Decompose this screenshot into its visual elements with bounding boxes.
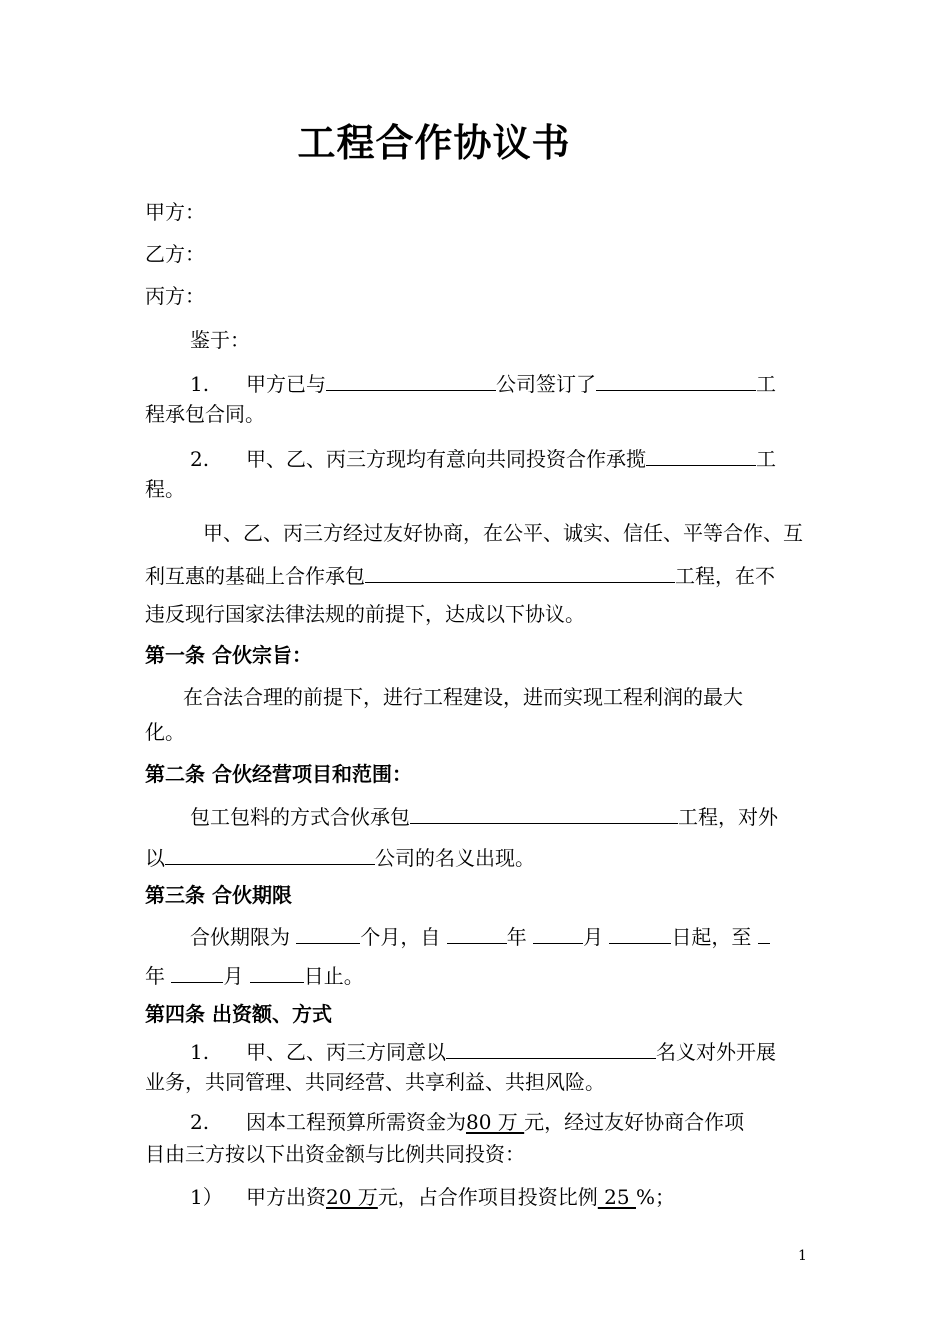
whereas-item-1-number: 1.: [190, 372, 210, 396]
party-b-label: 乙方：: [145, 242, 205, 266]
article-4-item-2-text-a: 因本工程预算所需资金为: [246, 1110, 466, 1134]
article-3-heading: 第三条 合伙期限: [145, 883, 292, 907]
preamble-line-2-text-a: 利互惠的基础上合作承包: [145, 564, 365, 588]
article-4-item-2-text-b: 元，经过友好协商合作项: [524, 1110, 745, 1134]
article-1-line-2: 化。: [145, 720, 185, 744]
party-c-label: 丙方：: [145, 284, 205, 308]
article-4-sub-1-number: 1）: [190, 1185, 223, 1209]
article-3-text-g: 月: [223, 964, 250, 988]
article-4-sub-1-text-a: 甲方出资: [246, 1185, 326, 1209]
whereas-item-2-text-a: 甲、乙、丙三方现均有意向共同投资合作承揽: [246, 447, 646, 471]
article-4-sub-1-text-c: %；: [635, 1185, 675, 1209]
blank-end-day[interactable]: [250, 960, 304, 983]
article-3-text-h: 日止。: [303, 964, 364, 988]
article-3-text-c: 年: [506, 925, 534, 949]
whereas-item-2-text-b: 工: [756, 447, 776, 471]
article-4-sub-1: [190, 1183, 675, 1211]
blank-contract[interactable]: [596, 368, 756, 391]
article-4-item-2-cont: 目由三方按以下出资金额与比例共同投资：: [145, 1142, 525, 1166]
article-4-sub-1-text-b: 元，占合作项目投资比例: [377, 1185, 598, 1209]
blank-start-month[interactable]: [533, 921, 583, 944]
blank-months[interactable]: [296, 921, 360, 944]
article-2-line-2: [145, 842, 535, 872]
page-number: 1: [798, 1248, 807, 1264]
whereas-item-1-text-a: 甲方已与: [246, 372, 326, 396]
article-2-line-2-text-b: 公司的名义出现。: [375, 846, 535, 870]
preamble-line-3: 违反现行国家法律法规的前提下，达成以下协议。: [145, 602, 585, 626]
blank-business-name[interactable]: [446, 1036, 656, 1059]
article-3-text-e: 日起，至: [671, 925, 758, 949]
party-a-label: 甲方：: [145, 200, 205, 224]
article-4-item-1-cont: 业务，共同管理、共同经营、共享利益、共担风险。: [145, 1070, 605, 1094]
article-4-item-1-text-a: 甲、乙、丙三方同意以: [246, 1040, 446, 1064]
document-title: 工程合作协议书: [297, 120, 571, 165]
whereas-item-2: [190, 443, 776, 473]
blank-company-name[interactable]: [165, 842, 375, 865]
blank-company[interactable]: [326, 368, 496, 391]
article-3-text-b: 个月，自: [360, 925, 447, 949]
whereas-item-1-text-c: 工: [756, 372, 776, 396]
party-a-investment: 20 万: [326, 1185, 378, 1209]
article-1-line-1: 在合法合理的前提下，进行工程建设，进而实现工程利润的最大: [183, 685, 743, 709]
article-3-text-a: 合伙期限为: [190, 925, 297, 949]
article-2-line-1-text-b: 工程，对外: [678, 805, 778, 829]
whereas-item-1-text-b: 公司签订了: [496, 372, 596, 396]
whereas-item-1-cont: 程承包合同。: [145, 402, 265, 426]
article-2-line-1-text-a: 包工包料的方式合伙承包: [190, 805, 410, 829]
preamble-line-2: [145, 560, 775, 590]
article-4-item-1-text-b: 名义对外开展: [656, 1040, 776, 1064]
article-1-heading: 第一条 合伙宗旨：: [145, 643, 312, 667]
article-4-item-2: [190, 1108, 744, 1136]
blank-end-month[interactable]: [171, 960, 223, 983]
article-4-heading: 第四条 出资额、方式: [145, 1002, 332, 1026]
whereas-label: 鉴于：: [190, 328, 250, 352]
whereas-item-2-cont: 程。: [145, 477, 185, 501]
whereas-item-2-number: 2.: [190, 447, 210, 471]
article-3-text-f: 年: [145, 964, 172, 988]
article-4-item-1: [190, 1036, 776, 1066]
article-2-line-2-text-a: 以: [145, 846, 165, 870]
blank-contract-project[interactable]: [410, 801, 678, 824]
preamble-line-1: 甲、乙、丙三方经过友好协商，在公平、诚实、信任、平等合作、互: [203, 521, 803, 545]
whereas-item-1: [190, 368, 776, 398]
article-2-line-1: [190, 801, 778, 831]
preamble-line-2-text-b: 工程，在不: [675, 564, 775, 588]
blank-start-year[interactable]: [447, 921, 507, 944]
article-4-item-2-number: 2.: [190, 1110, 210, 1134]
article-4-item-1-number: 1.: [190, 1040, 210, 1064]
blank-end-year[interactable]: [758, 921, 770, 944]
article-3-text-d: 月: [583, 925, 610, 949]
blank-start-day[interactable]: [609, 921, 671, 944]
article-2-heading: 第二条 合伙经营项目和范围：: [145, 762, 412, 786]
article-3-line-2: [145, 960, 364, 990]
party-a-percentage: 25: [597, 1185, 636, 1209]
total-budget-amount: 80 万: [466, 1110, 525, 1134]
blank-project-name[interactable]: [365, 560, 675, 583]
blank-project[interactable]: [646, 443, 756, 466]
article-3-line-1: [190, 921, 770, 951]
